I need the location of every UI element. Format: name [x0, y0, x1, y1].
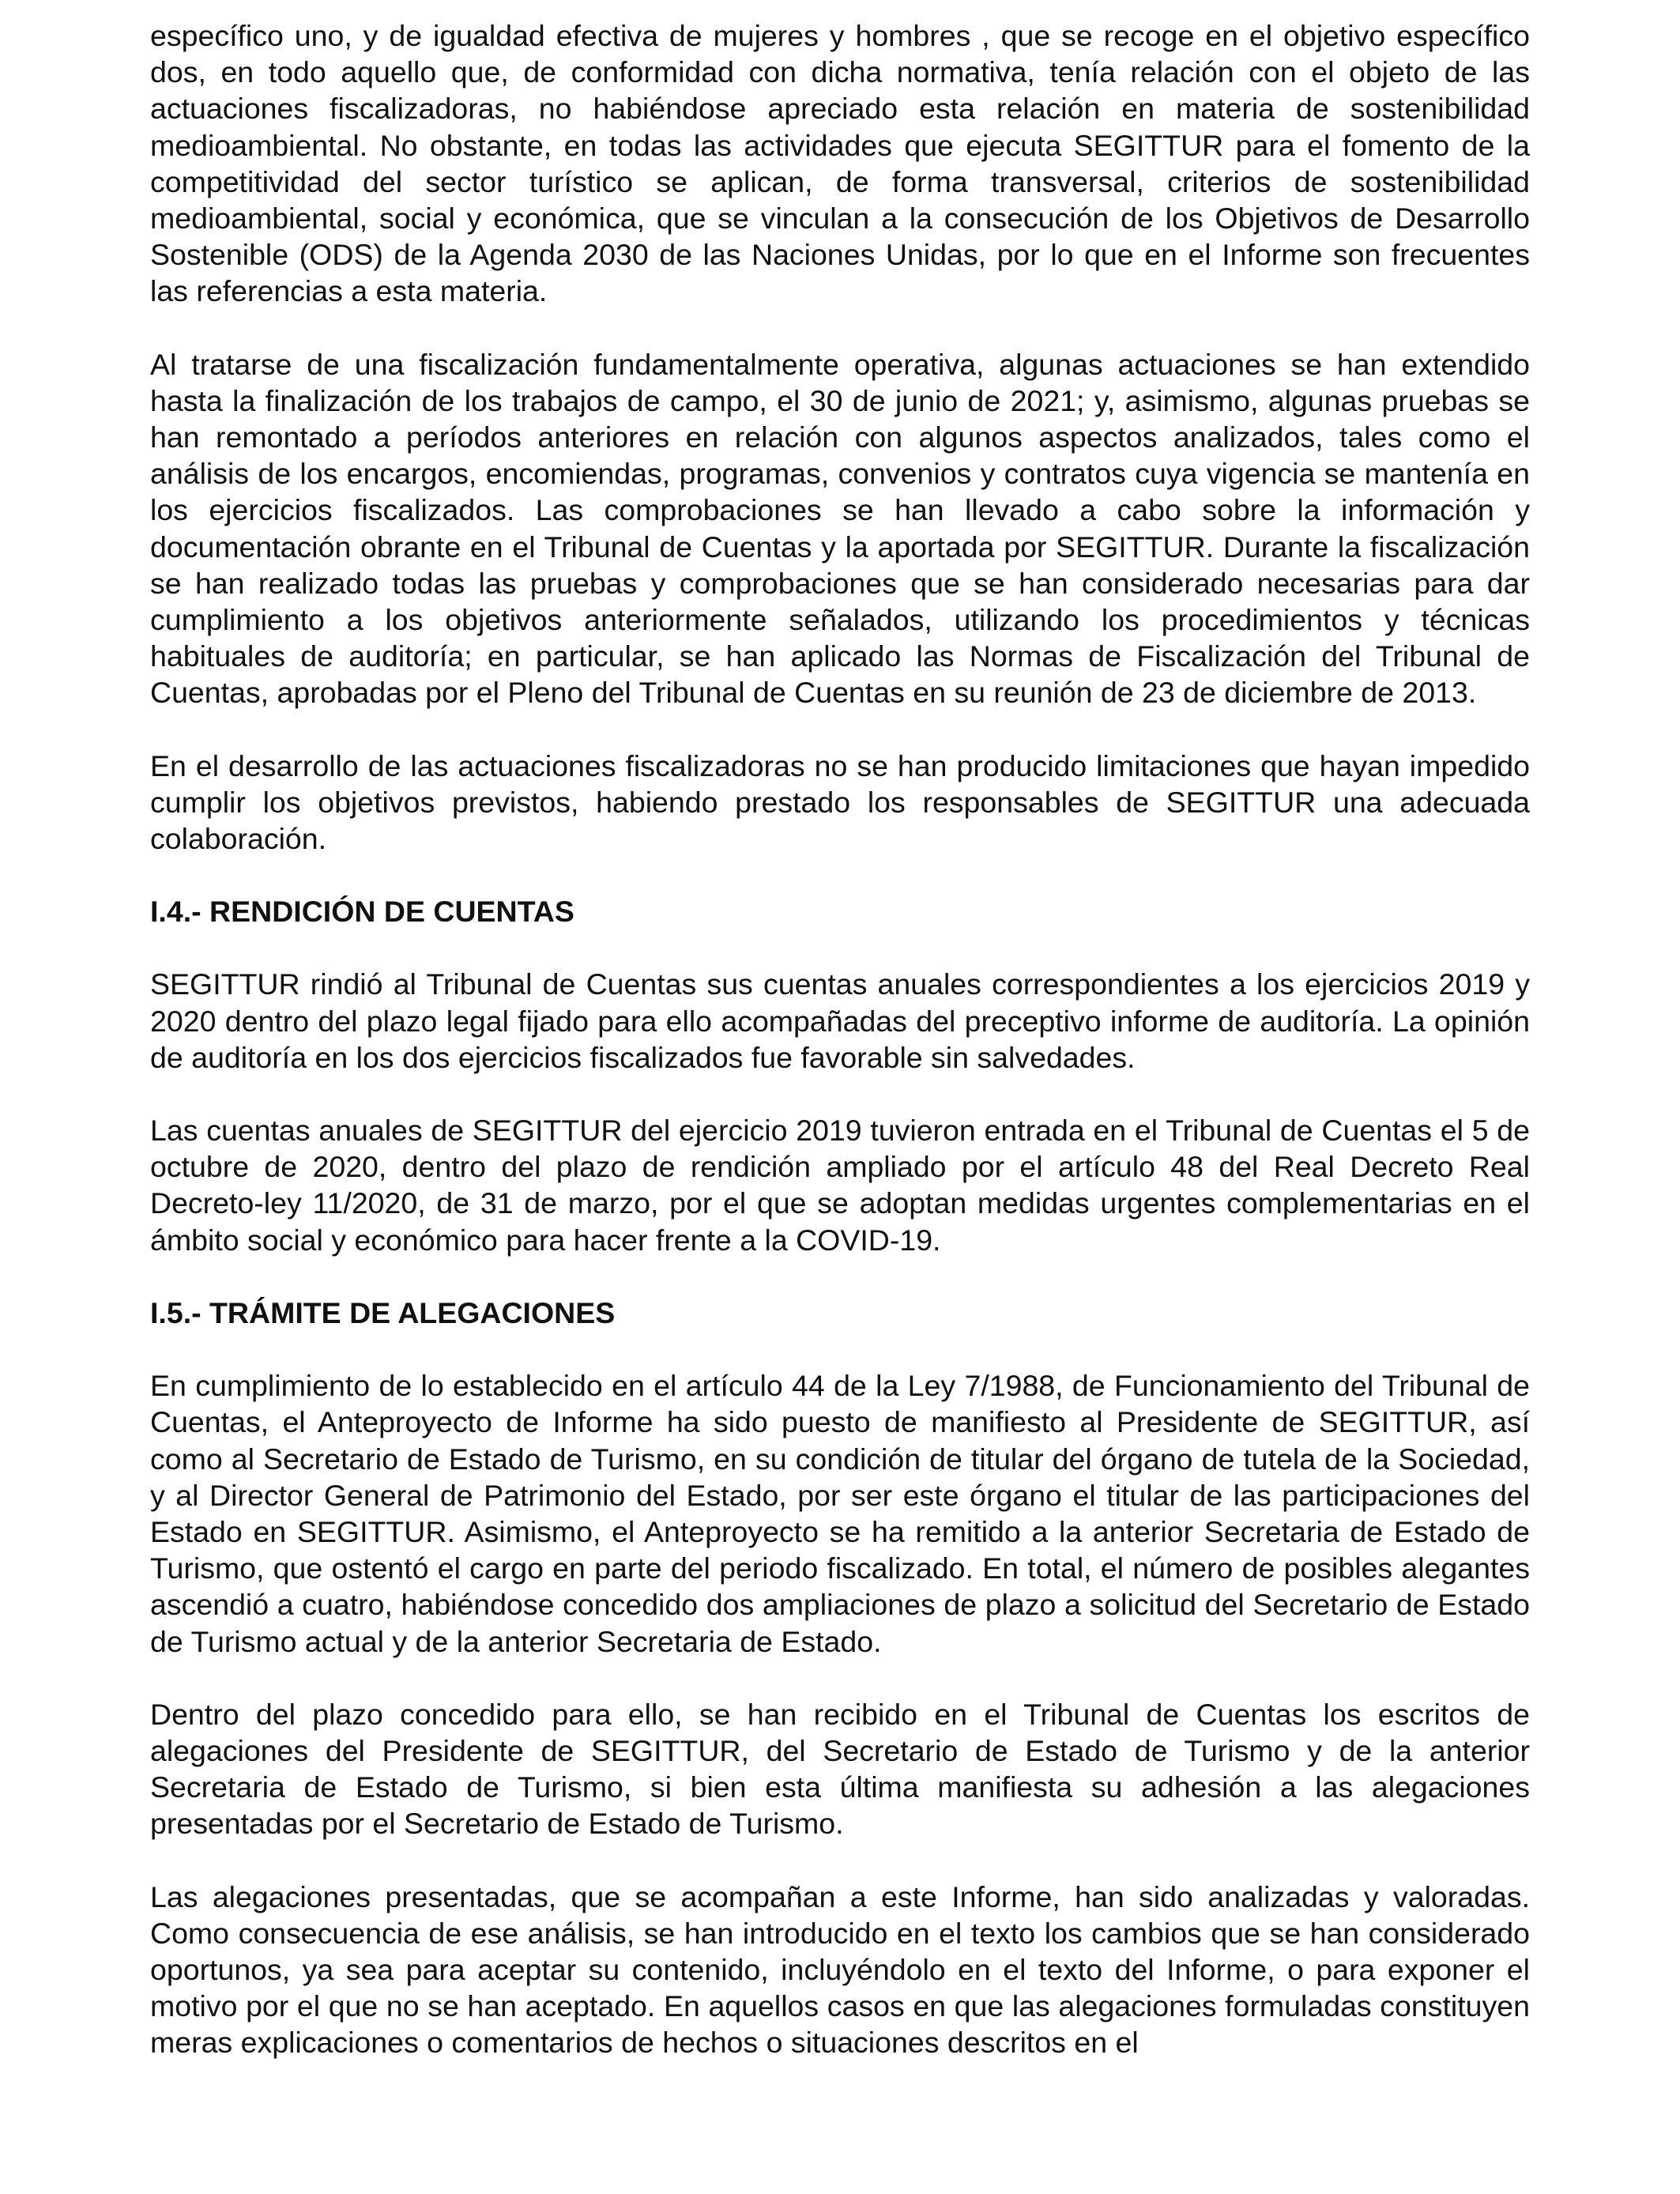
paragraph: específico uno, y de igualdad efectiva de mujeres y hombres , que se recoge en el objetivo específico dos, en todo aquello que, de conformidad con dicha normativa, tenía relación con el objeto de las actuaciones fiscalizadoras, no habiéndose apreciado esta relación en materia de sostenibilidad medioambiental. No obstante, en todas las actividades que ejecuta SEGITTUR para el fomento de la competitividad del sector turístico se aplican, de forma transversal, criterios de sostenibilidad medioambiental, social y económica, que se vinculan a la consecución de los Objetivos de Desarrollo Sostenible (ODS) de la Agenda 2030 de las Naciones Unidas, por lo que en el Informe son frecuentes las referencias a esta materia.: [150, 19, 1530, 308]
paragraph: En el desarrollo de las actuaciones fiscalizadoras no se han producido limitaciones que hayan impedido cumplir los objetivos previstos, habiendo prestado los responsables de SEGITTUR una adecuada colaboración.: [150, 748, 1530, 856]
paragraph: En cumplimiento de lo establecido en el artículo 44 de la Ley 7/1988, de Funcionamiento del Tribunal de Cuentas, el Anteproyecto de Informe ha sido puesto de manifiesto al Presidente de SEGITTUR, así como al Secretario de Estado de Turismo, en su condición de titular del órgano de tutela de la Sociedad, y al Director General de Patrimonio del Estado, por ser este órgano el titular de las participaciones del Estado en SEGITTUR. Asimismo, el Anteproyecto se ha remitido a la anterior Secretaria de Estado de Turismo, que ostentó el cargo en parte del periodo fiscalizado. En total, el número de posibles alegantes ascendió a cuatro, habiéndose concedido dos ampliaciones de plazo a solicitud del Secretario de Estado de Turismo actual y de la anterior Secretaria de Estado.: [150, 1369, 1530, 1658]
paragraph: Al tratarse de una fiscalización fundamentalmente operativa, algunas actuaciones se han extendido hasta la finalización de los trabajos de campo, el 30 de junio de 2021; y, asimismo, algunas pruebas se han remontado a períodos anteriores en relación con algunos aspectos analizados, tales como el análisis de los encargos, encomiendas, programas, convenios y contratos cuya vigencia se mantenía en los ejercicios fiscalizados. Las comprobaciones se han llevado a cabo sobre la información y documentación obrante en el Tribunal de Cuentas y la aportada por SEGITTUR. Durante la fiscalización se han realizado todas las pruebas y comprobaciones que se han considerado necesarias para dar cumplimiento a los objetivos anteriormente señalados, utilizando los procedimientos y técnicas habituales de auditoría; en particular, se han aplicado las Normas de Fiscalización del Tribunal de Cuentas, aprobadas por el Pleno del Tribunal de Cuentas en su reunión de 23 de diciembre de 2013.: [150, 347, 1530, 710]
document-page: [150, 17, 1530, 2098]
paragraph: Las alegaciones presentadas, que se acompañan a este Informe, han sido analizadas y valoradas. Como consecuencia de ese análisis, se han introducido en el texto los cambios que se han considerado oportunos, ya sea para aceptar su contenido, incluyéndolo en el texto del Informe, o para exponer el motivo por el que no se han aceptado. En aquellos casos en que las alegaciones formuladas constituyen meras explicaciones o comentarios de hechos o situaciones descritos en el: [150, 1879, 1530, 2060]
paragraph: SEGITTUR rindió al Tribunal de Cuentas sus cuentas anuales correspondientes a los ejercicios 2019 y 2020 dentro del plazo legal fijado para ello acompañadas del preceptivo informe de auditoría. La opinión de auditoría en los dos ejercicios fiscalizados fue favorable sin salvedades.: [150, 967, 1530, 1074]
paragraph: Las cuentas anuales de SEGITTUR del ejercicio 2019 tuvieron entrada en el Tribunal de Cuentas el 5 de octubre de 2020, dentro del plazo de rendición ampliado por el artículo 48 del Real Decreto Real Decreto-ley 11/2020, de 31 de marzo, por el que se adoptan medidas urgentes complementarias en el ámbito social y económico para hacer frente a la COVID-19.: [150, 1114, 1530, 1257]
section-heading-rendicion-de-cuentas: I.4.- RENDICIÓN DE CUENTAS: [150, 895, 574, 929]
section-heading-tramite-de-alegaciones: I.5.- TRÁMITE DE ALEGACIONES: [150, 1295, 616, 1329]
paragraph: Dentro del plazo concedido para ello, se han recibido en el Tribunal de Cuentas los escritos de alegaciones del Presidente de SEGITTUR, del Secretario de Estado de Turismo y de la anterior Secretaria de Estado de Turismo, si bien esta última manifiesta su adhesión a las alegaciones presentadas por el Secretario de Estado de Turismo.: [150, 1697, 1530, 1841]
